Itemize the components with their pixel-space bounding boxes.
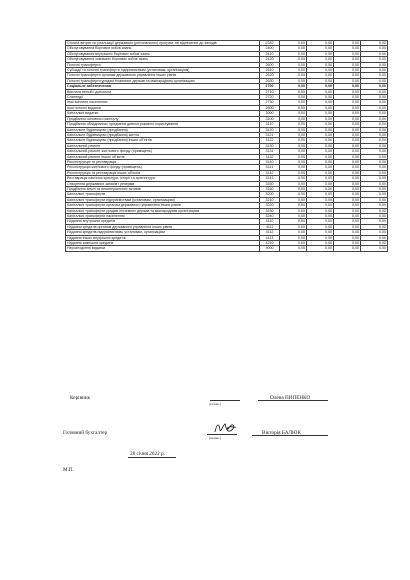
- row-value-cell: 0,00: [280, 230, 307, 235]
- row-code-cell: 4210: [260, 241, 280, 246]
- row-code-cell: 3141: [260, 165, 280, 170]
- row-name-cell: Стипендії: [66, 95, 260, 100]
- row-name-cell: Обслуговування зовнішніх боргових зобов`язань: [66, 57, 260, 62]
- row-code-cell: 4113: [260, 235, 280, 240]
- row-value-cell: 0,00: [280, 132, 307, 137]
- row-value-cell: 0,00: [280, 143, 307, 148]
- row-name-cell: Поточні трансферти: [66, 62, 260, 67]
- row-value-cell: 0,00: [334, 143, 361, 148]
- row-value-cell: 0,00: [307, 192, 334, 197]
- row-value-cell: 0,00: [280, 208, 307, 213]
- row-value-cell: 0,00: [307, 203, 334, 208]
- row-value-cell: 0,00: [280, 51, 307, 56]
- row-code-cell: 3240: [260, 214, 280, 219]
- row-code-cell: 2630: [260, 78, 280, 83]
- row-name-cell: Капітальне будівництво (придбання) інших об'єктів: [66, 138, 260, 143]
- row-value-cell: 0,00: [307, 132, 334, 137]
- row-value-cell: 0,00: [307, 68, 334, 73]
- row-value-cell: 0,00: [361, 159, 388, 164]
- row-value-cell: 0,00: [334, 89, 361, 94]
- row-value-cell: 0,00: [280, 235, 307, 240]
- accountant-signature-line: [207, 434, 237, 435]
- row-value-cell: 0,00: [361, 127, 388, 132]
- row-value-cell: 0,00: [280, 41, 307, 46]
- row-name-cell: Придбання землі та нематеріальних активів: [66, 186, 260, 191]
- row-value-cell: 0,00: [334, 230, 361, 235]
- row-value-cell: 0,00: [361, 89, 388, 94]
- row-value-cell: 0,00: [307, 73, 334, 78]
- row-value-cell: 0,00: [280, 214, 307, 219]
- row-value-cell: 0,00: [334, 170, 361, 175]
- row-value-cell: 0,00: [334, 181, 361, 186]
- row-code-cell: 2730: [260, 100, 280, 105]
- row-value-cell: 0,00: [307, 165, 334, 170]
- row-value-cell: 0,00: [307, 149, 334, 154]
- handwritten-signature: [213, 421, 237, 435]
- row-value-cell: 0,00: [334, 62, 361, 67]
- row-code-cell: 3132: [260, 154, 280, 159]
- row-code-cell: 3142: [260, 170, 280, 175]
- row-value-cell: 0,00: [334, 111, 361, 116]
- row-value-cell: 0,00: [361, 203, 388, 208]
- row-value-cell: 0,00: [334, 84, 361, 89]
- accountant-title: Головний бухгалтер: [63, 430, 108, 436]
- row-value-cell: 0,00: [334, 127, 361, 132]
- table-row: [66, 246, 388, 251]
- row-code-cell: 2420: [260, 57, 280, 62]
- row-name-cell: Придбання основного капіталу: [66, 116, 260, 121]
- row-name-cell: Створення державних запасів і резервів: [66, 181, 260, 186]
- row-value-cell: 0,00: [280, 149, 307, 154]
- row-code-cell: 3000: [260, 111, 280, 116]
- row-name-cell: Реставрація пам'яток культури, історії та архітектури: [66, 176, 260, 181]
- row-value-cell: 0,00: [334, 241, 361, 246]
- row-name-cell: Інші виплати населенню: [66, 100, 260, 105]
- row-value-cell: 0,00: [361, 116, 388, 121]
- row-value-cell: 0,00: [280, 127, 307, 132]
- row-value-cell: 0,00: [361, 181, 388, 186]
- row-name-cell: Капітальні трансферти населенню: [66, 214, 260, 219]
- row-value-cell: 0,00: [307, 170, 334, 175]
- row-value-cell: 0,00: [307, 116, 334, 121]
- row-code-cell: 3150: [260, 181, 280, 186]
- row-name-cell: Капітальні видатки: [66, 111, 260, 116]
- row-value-cell: 0,00: [280, 78, 307, 83]
- row-value-cell: 0,00: [307, 122, 334, 127]
- row-value-cell: 0,00: [361, 84, 388, 89]
- row-code-cell: 4112: [260, 230, 280, 235]
- row-value-cell: 0,00: [307, 84, 334, 89]
- row-value-cell: 0,00: [280, 73, 307, 78]
- row-code-cell: 3143: [260, 176, 280, 181]
- row-value-cell: 0,00: [307, 89, 334, 94]
- row-code-cell: 3210: [260, 197, 280, 202]
- row-value-cell: 0,00: [361, 51, 388, 56]
- row-value-cell: 0,00: [280, 84, 307, 89]
- row-code-cell: 2800: [260, 105, 280, 110]
- row-value-cell: 0,00: [361, 246, 388, 251]
- row-code-cell: 2610: [260, 68, 280, 73]
- row-value-cell: 0,00: [280, 154, 307, 159]
- row-value-cell: 0,00: [307, 95, 334, 100]
- row-code-cell: 3200: [260, 192, 280, 197]
- row-code-cell: 2400: [260, 46, 280, 51]
- row-name-cell: Субсидії та поточні трансферти підприємствам (установам, організаціям): [66, 68, 260, 73]
- row-value-cell: 0,00: [280, 68, 307, 73]
- row-value-cell: 0,00: [280, 57, 307, 62]
- row-value-cell: 0,00: [307, 219, 334, 224]
- row-value-cell: 0,00: [361, 105, 388, 110]
- row-value-cell: 0,00: [280, 122, 307, 127]
- row-value-cell: 0,00: [361, 62, 388, 67]
- row-name-cell: Виплата пенсій і допомоги: [66, 89, 260, 94]
- row-value-cell: 0,00: [307, 127, 334, 132]
- row-value-cell: 0,00: [361, 68, 388, 73]
- row-value-cell: 0,00: [361, 132, 388, 137]
- row-value-cell: 0,00: [361, 41, 388, 46]
- row-code-cell: 2282: [260, 41, 280, 46]
- row-value-cell: 0,00: [334, 149, 361, 154]
- row-name-cell: Надання кредитів підприємствам, установам, організаціям: [66, 230, 260, 235]
- row-value-cell: 0,00: [334, 214, 361, 219]
- row-value-cell: 0,00: [280, 111, 307, 116]
- row-value-cell: 0,00: [334, 219, 361, 224]
- row-value-cell: 0,00: [334, 176, 361, 181]
- row-name-cell: Соціальне забезпечення: [66, 84, 260, 89]
- row-code-cell: 3100: [260, 116, 280, 121]
- row-value-cell: 0,00: [361, 95, 388, 100]
- row-code-cell: 2620: [260, 73, 280, 78]
- row-name-cell: Капітальні трансферти підприємствам (установам, організаціям): [66, 197, 260, 202]
- row-name-cell: Надання зовнішніх кредитів: [66, 241, 260, 246]
- head-name-line: [258, 400, 328, 401]
- row-value-cell: 0,00: [361, 230, 388, 235]
- row-code-cell: 2600: [260, 62, 280, 67]
- row-name-cell: Реконструкція житлового фонду (приміщень): [66, 165, 260, 170]
- row-value-cell: 0,00: [334, 159, 361, 164]
- row-value-cell: 0,00: [361, 208, 388, 213]
- row-value-cell: 0,00: [334, 165, 361, 170]
- row-value-cell: 0,00: [307, 197, 334, 202]
- row-value-cell: 0,00: [361, 100, 388, 105]
- row-value-cell: 0,00: [334, 203, 361, 208]
- row-name-cell: Капітальний ремонт: [66, 143, 260, 148]
- row-value-cell: 0,00: [361, 192, 388, 197]
- accountant-signature-hint: (підпис): [209, 436, 221, 440]
- row-value-cell: 0,00: [334, 46, 361, 51]
- row-code-cell: 3131: [260, 149, 280, 154]
- row-value-cell: 0,00: [334, 41, 361, 46]
- row-value-cell: 0,00: [307, 138, 334, 143]
- row-value-cell: 0,00: [307, 230, 334, 235]
- row-value-cell: 0,00: [307, 41, 334, 46]
- accountant-name-line: [252, 435, 328, 436]
- row-value-cell: 0,00: [280, 192, 307, 197]
- row-value-cell: 0,00: [361, 111, 388, 116]
- row-value-cell: 0,00: [280, 165, 307, 170]
- row-name-cell: Обслуговування внутрішніх боргових зобов`язань: [66, 51, 260, 56]
- row-code-cell: 2720: [260, 95, 280, 100]
- row-code-cell: 3122: [260, 138, 280, 143]
- row-value-cell: 0,00: [307, 214, 334, 219]
- row-code-cell: 3120: [260, 127, 280, 132]
- row-value-cell: 0,00: [280, 219, 307, 224]
- row-value-cell: 0,00: [280, 89, 307, 94]
- row-value-cell: 0,00: [307, 235, 334, 240]
- row-code-cell: 3130: [260, 143, 280, 148]
- row-code-cell: 2410: [260, 51, 280, 56]
- head-name: Олена ПИПЕНКО: [270, 395, 311, 401]
- row-value-cell: 0,00: [334, 208, 361, 213]
- row-value-cell: 0,00: [280, 186, 307, 191]
- row-value-cell: 0,00: [280, 170, 307, 175]
- row-name-cell: Придбання обладнання і предметів довгострокового користування: [66, 122, 260, 127]
- row-value-cell: 0,00: [307, 78, 334, 83]
- row-name-cell: Інші поточні видатки: [66, 105, 260, 110]
- row-value-cell: 0,00: [361, 165, 388, 170]
- row-code-cell: 3140: [260, 159, 280, 164]
- row-name-cell: Надання внутрішніх кредитів: [66, 219, 260, 224]
- row-value-cell: 0,00: [361, 154, 388, 159]
- row-value-cell: 0,00: [280, 95, 307, 100]
- row-value-cell: 0,00: [334, 51, 361, 56]
- row-value-cell: 0,00: [361, 170, 388, 175]
- row-value-cell: 0,00: [361, 138, 388, 143]
- row-name-cell: Поточні трансферти урядам іноземних держав та міжнародним організаціям: [66, 78, 260, 83]
- head-signature-hint: (підпис): [209, 402, 221, 406]
- row-value-cell: 0,00: [334, 78, 361, 83]
- row-value-cell: 0,00: [361, 122, 388, 127]
- row-code-cell: 2710: [260, 89, 280, 94]
- row-value-cell: 0,00: [334, 105, 361, 110]
- row-value-cell: 0,00: [361, 46, 388, 51]
- row-value-cell: 0,00: [361, 176, 388, 181]
- row-value-cell: 0,00: [280, 138, 307, 143]
- row-value-cell: 0,00: [334, 224, 361, 229]
- row-value-cell: 0,00: [334, 138, 361, 143]
- row-value-cell: 0,00: [334, 235, 361, 240]
- row-code-cell: 3220: [260, 203, 280, 208]
- row-value-cell: 0,00: [361, 224, 388, 229]
- row-code-cell: 4111: [260, 224, 280, 229]
- row-value-cell: 0,00: [334, 100, 361, 105]
- stamp-place: М.П.: [63, 467, 74, 473]
- row-name-cell: Капітальне будівництво (придбання): [66, 127, 260, 132]
- row-value-cell: 0,00: [361, 214, 388, 219]
- row-value-cell: 0,00: [361, 73, 388, 78]
- document-date: 28 січня 2022 р.: [130, 451, 165, 457]
- row-value-cell: 0,00: [334, 192, 361, 197]
- row-code-cell: 2700: [260, 84, 280, 89]
- row-value-cell: 0,00: [307, 111, 334, 116]
- row-value-cell: 0,00: [361, 143, 388, 148]
- row-name-cell: Капітальні трансферти органам державного управління інших рівнів: [66, 203, 260, 208]
- row-value-cell: 0,00: [307, 186, 334, 191]
- row-value-cell: 0,00: [307, 100, 334, 105]
- row-name-cell: Капітальні трансферти урядам іноземних держав та міжнародним організаціям: [66, 208, 260, 213]
- row-code-cell: 3230: [260, 208, 280, 213]
- row-value-cell: 0,00: [334, 246, 361, 251]
- row-value-cell: 0,00: [280, 176, 307, 181]
- row-value-cell: 0,00: [307, 143, 334, 148]
- row-value-cell: 0,00: [307, 62, 334, 67]
- row-value-cell: 0,00: [361, 149, 388, 154]
- row-code-cell: 9000: [260, 246, 280, 251]
- row-code-cell: 3121: [260, 132, 280, 137]
- row-value-cell: 0,00: [280, 46, 307, 51]
- row-value-cell: 0,00: [361, 186, 388, 191]
- row-name-cell: Капітальне будівництво (придбання) житла: [66, 132, 260, 137]
- row-value-cell: 0,00: [307, 224, 334, 229]
- row-value-cell: 0,00: [334, 73, 361, 78]
- row-value-cell: 0,00: [361, 57, 388, 62]
- row-value-cell: 0,00: [280, 100, 307, 105]
- row-value-cell: 0,00: [280, 105, 307, 110]
- row-code-cell: 3160: [260, 186, 280, 191]
- row-value-cell: 0,00: [361, 241, 388, 246]
- row-value-cell: 0,00: [334, 186, 361, 191]
- row-value-cell: 0,00: [361, 78, 388, 83]
- row-value-cell: 0,00: [280, 224, 307, 229]
- row-name-cell: Нерозподілені видатки: [66, 246, 260, 251]
- row-value-cell: 0,00: [307, 57, 334, 62]
- head-signature-line: [210, 400, 240, 401]
- row-value-cell: 0,00: [307, 181, 334, 186]
- row-value-cell: 0,00: [334, 68, 361, 73]
- row-name-cell: Обслуговування боргових зобов`язань: [66, 46, 260, 51]
- row-value-cell: 0,00: [307, 241, 334, 246]
- row-name-cell: Капітальний ремонт інших об'єктів: [66, 154, 260, 159]
- row-name-cell: Капітальні трансферти: [66, 192, 260, 197]
- row-value-cell: 0,00: [334, 57, 361, 62]
- row-value-cell: 0,00: [361, 235, 388, 240]
- row-code-cell: 3110: [260, 122, 280, 127]
- row-value-cell: 0,00: [280, 241, 307, 246]
- row-name-cell: Оплата витрат по реалізації державних (регіональних) програм, не віднесених до заходів: [66, 41, 260, 46]
- row-value-cell: 0,00: [307, 246, 334, 251]
- row-value-cell: 0,00: [334, 122, 361, 127]
- row-value-cell: 0,00: [280, 181, 307, 186]
- row-value-cell: 0,00: [280, 203, 307, 208]
- row-value-cell: 0,00: [307, 51, 334, 56]
- row-value-cell: 0,00: [307, 46, 334, 51]
- row-value-cell: 0,00: [280, 159, 307, 164]
- row-name-cell: Реконструкція та реставрація інших об'єктів: [66, 170, 260, 175]
- row-name-cell: Надання кредитів органам державного управління інших рівнів: [66, 224, 260, 229]
- row-value-cell: 0,00: [334, 154, 361, 159]
- row-value-cell: 0,00: [307, 176, 334, 181]
- row-value-cell: 0,00: [361, 197, 388, 202]
- accountant-name: Вікторія БАЛЮК: [262, 430, 301, 436]
- head-title: Керівник: [70, 395, 91, 401]
- row-value-cell: 0,00: [307, 208, 334, 213]
- row-name-cell: Реконструкція та реставрація: [66, 159, 260, 164]
- row-value-cell: 0,00: [361, 219, 388, 224]
- row-value-cell: 0,00: [280, 62, 307, 67]
- row-value-cell: 0,00: [334, 132, 361, 137]
- row-value-cell: 0,00: [280, 197, 307, 202]
- row-value-cell: 0,00: [334, 95, 361, 100]
- date-line: [128, 457, 176, 458]
- row-name-cell: Надання інших внутрішніх кредитів: [66, 235, 260, 240]
- row-value-cell: 0,00: [307, 159, 334, 164]
- row-name-cell: Поточні трансферти органам державного управління інших рівнів: [66, 73, 260, 78]
- row-value-cell: 0,00: [334, 197, 361, 202]
- row-value-cell: 0,00: [307, 105, 334, 110]
- row-value-cell: 0,00: [334, 116, 361, 121]
- expenses-table: [65, 40, 388, 252]
- row-name-cell: Капітальний ремонт житлового фонду (приміщень): [66, 149, 260, 154]
- row-value-cell: 0,00: [280, 116, 307, 121]
- row-code-cell: 4110: [260, 219, 280, 224]
- row-value-cell: 0,00: [307, 154, 334, 159]
- row-value-cell: 0,00: [280, 246, 307, 251]
